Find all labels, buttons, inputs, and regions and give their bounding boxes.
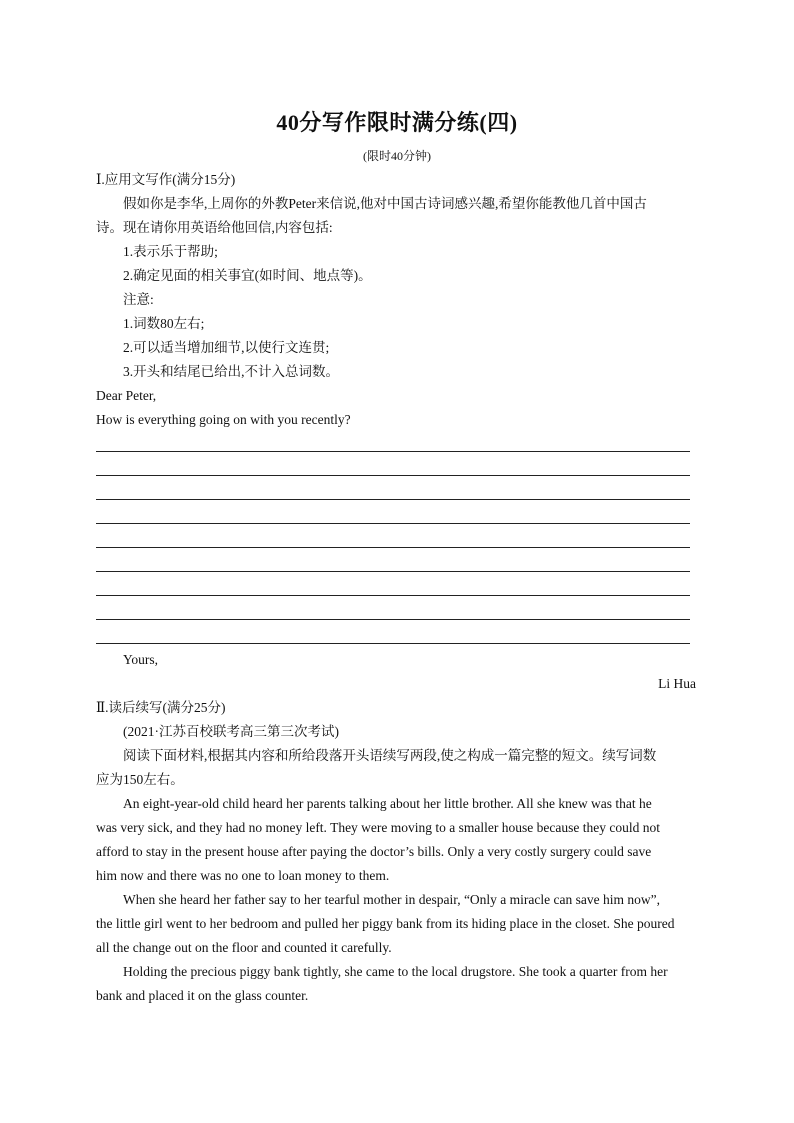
letter-opening: How is everything going on with you recently? [96, 412, 351, 427]
passage-p2-line2: the little girl went to her bedroom and pulled her piggy bank from its hiding place in the closet. She poured [96, 916, 675, 931]
requirement-item-1: 1.表示乐于帮助; [123, 244, 218, 259]
passage-p1-line1: An eight-year-old child heard her parents talking about her little brother. All she knew was that he [123, 796, 652, 811]
letter-greeting: Dear Peter, [96, 388, 157, 403]
answer-line[interactable] [96, 643, 690, 644]
answer-line[interactable] [96, 523, 690, 524]
passage-p1-line4: him now and there was no one to loan money to them. [96, 868, 390, 883]
time-limit-subtitle: (限时40分钟) [363, 149, 431, 163]
note-item-1: 1.词数80左右; [123, 316, 205, 331]
answer-line[interactable] [96, 595, 690, 596]
letter-signature: Li Hua [658, 676, 696, 691]
requirement-item-2: 2.确定见面的相关事宜(如时间、地点等)。 [123, 268, 372, 283]
letter-closing: Yours, [123, 652, 159, 667]
answer-line[interactable] [96, 571, 690, 572]
note-item-2: 2.可以适当增加细节,以使行文连贯; [123, 340, 330, 355]
page-title: 40分写作限时满分练(四) [276, 110, 518, 135]
passage-p1-line2: was very sick, and they had no money left. They were moving to a smaller house because they could not [96, 820, 660, 835]
answer-line[interactable] [96, 619, 690, 620]
section1-prompt-line2: 诗。现在请你用英语给他回信,内容包括: [96, 220, 333, 235]
section2-source: (2021·江苏百校联考高三第三次考试) [123, 724, 339, 739]
passage-p1-line3: afford to stay in the present house after paying the doctor’s bills. Only a very costly surgery could save [96, 844, 652, 859]
answer-line[interactable] [96, 451, 690, 452]
passage-p3-line1: Holding the precious piggy bank tightly, she came to the local drugstore. She took a quarter from her [123, 964, 668, 979]
section2-instruction-line1: 阅读下面材料,根据其内容和所给段落开头语续写两段,使之构成一篇完整的短文。续写词数 [123, 748, 657, 763]
note-label: 注意: [123, 292, 154, 307]
note-item-3: 3.开头和结尾已给出,不计入总词数。 [123, 364, 339, 379]
answer-line[interactable] [96, 547, 690, 548]
passage-p3-line2: bank and placed it on the glass counter. [96, 988, 309, 1003]
section1-heading: Ⅰ.应用文写作(满分15分) [96, 172, 236, 187]
answer-line[interactable] [96, 499, 690, 500]
section2-instruction-line2: 应为150左右。 [96, 772, 184, 787]
passage-p2-line1: When she heard her father say to her tearful mother in despair, “Only a miracle can save him now”, [123, 892, 660, 907]
passage-p2-line3: all the change out on the floor and counted it carefully. [96, 940, 392, 955]
answer-line[interactable] [96, 475, 690, 476]
section1-prompt-line1: 假如你是李华,上周你的外教Peter来信说,他对中国古诗词感兴趣,希望你能教他几首中国古 [123, 196, 647, 211]
section2-heading: Ⅱ.读后续写(满分25分) [96, 700, 226, 715]
